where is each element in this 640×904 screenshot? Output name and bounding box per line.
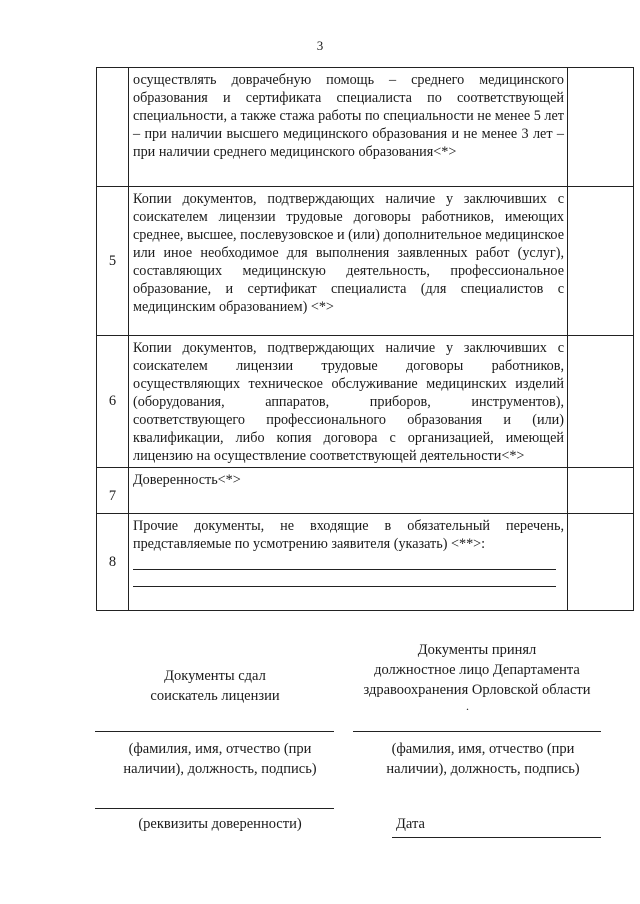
row-text-container — [129, 514, 568, 611]
left-signature-line — [95, 731, 334, 732]
row-text: Копии документов, подтверждающих наличие у заключивших с соискателем лицензии трудовые договоры работников, осуществляющих техническое обслуживание медицинских изделий (оборудования, аппаратов, приборов, инструментов), соответствующего профессионального образования и (или) квалификации, либо копия договора с организацией, имеющей лицензию на осуществление соответствующей деятельности<*> — [129, 336, 568, 468]
left-heading-line-2: соискатель лицензии — [150, 688, 280, 704]
documents-table — [96, 67, 634, 611]
fill-in-line — [133, 570, 556, 587]
row-number: 6 — [97, 336, 129, 468]
right-signature-line — [353, 731, 601, 732]
row-text: Копии документов, подтверждающих наличие у заключивших с соискателем лицензии трудовые договоры работников, имеющих среднее, высшее, послевузовское и (или) дополнительное медицинское или иное необходимое для выполнения заявленных работ (услуг), составляющих медицинскую деятельность, профессиональное образование, и сертификат специалиста (для специалистов с медицинским образованием) <*> — [129, 187, 568, 336]
right-heading-line-1: Документы принял — [417, 642, 537, 658]
right-caption-line-1: (фамилия, имя, отчество (при — [391, 741, 575, 757]
page-number: 3 — [316, 38, 324, 53]
table-row — [97, 336, 634, 468]
fill-in-line — [133, 553, 556, 570]
right-caption-line-2: наличии), должность, подпись) — [386, 761, 580, 777]
right-heading-line-2: должностное лицо Департамента — [374, 662, 580, 678]
left-heading-line-1: Документы сдал — [164, 668, 266, 684]
date-line — [392, 837, 601, 838]
row-text: осуществлять доврачебную помощь – среднего медицинского образования и сертификата специалиста по соответствующей специальности, а также стажа работы по специальности не менее 5 лет – при наличии высшего медицинского образования и не менее 3 лет – при наличии среднего медицинского образования<*> — [129, 68, 568, 187]
mark-dot: . — [466, 699, 469, 713]
row-mark-cell — [568, 514, 634, 611]
table-row — [97, 187, 634, 336]
row-number — [97, 68, 129, 187]
row-mark-cell — [568, 468, 634, 514]
table-row — [97, 514, 634, 611]
row-text: Доверенность<*> — [129, 468, 568, 514]
right-heading-line-3: здравоохранения Орловской области — [363, 682, 591, 698]
row-number: 8 — [97, 514, 129, 611]
row-mark-cell — [568, 68, 634, 187]
row-number: 5 — [97, 187, 129, 336]
warrant-details-caption: (реквизиты доверенности) — [138, 816, 302, 832]
table-row — [97, 468, 634, 514]
date-label: Дата — [396, 816, 425, 832]
warrant-details-line — [95, 808, 334, 809]
left-caption-line-1: (фамилия, имя, отчество (при — [128, 741, 312, 757]
row-mark-cell — [568, 187, 634, 336]
table-row — [97, 68, 634, 187]
left-caption-line-2: наличии), должность, подпись) — [123, 761, 317, 777]
row-number: 7 — [97, 468, 129, 514]
row-text: Прочие документы, не входящие в обязательный перечень, представляемые по усмотрению заявителя (указать) <**>: — [133, 518, 564, 552]
row-mark-cell — [568, 336, 634, 468]
